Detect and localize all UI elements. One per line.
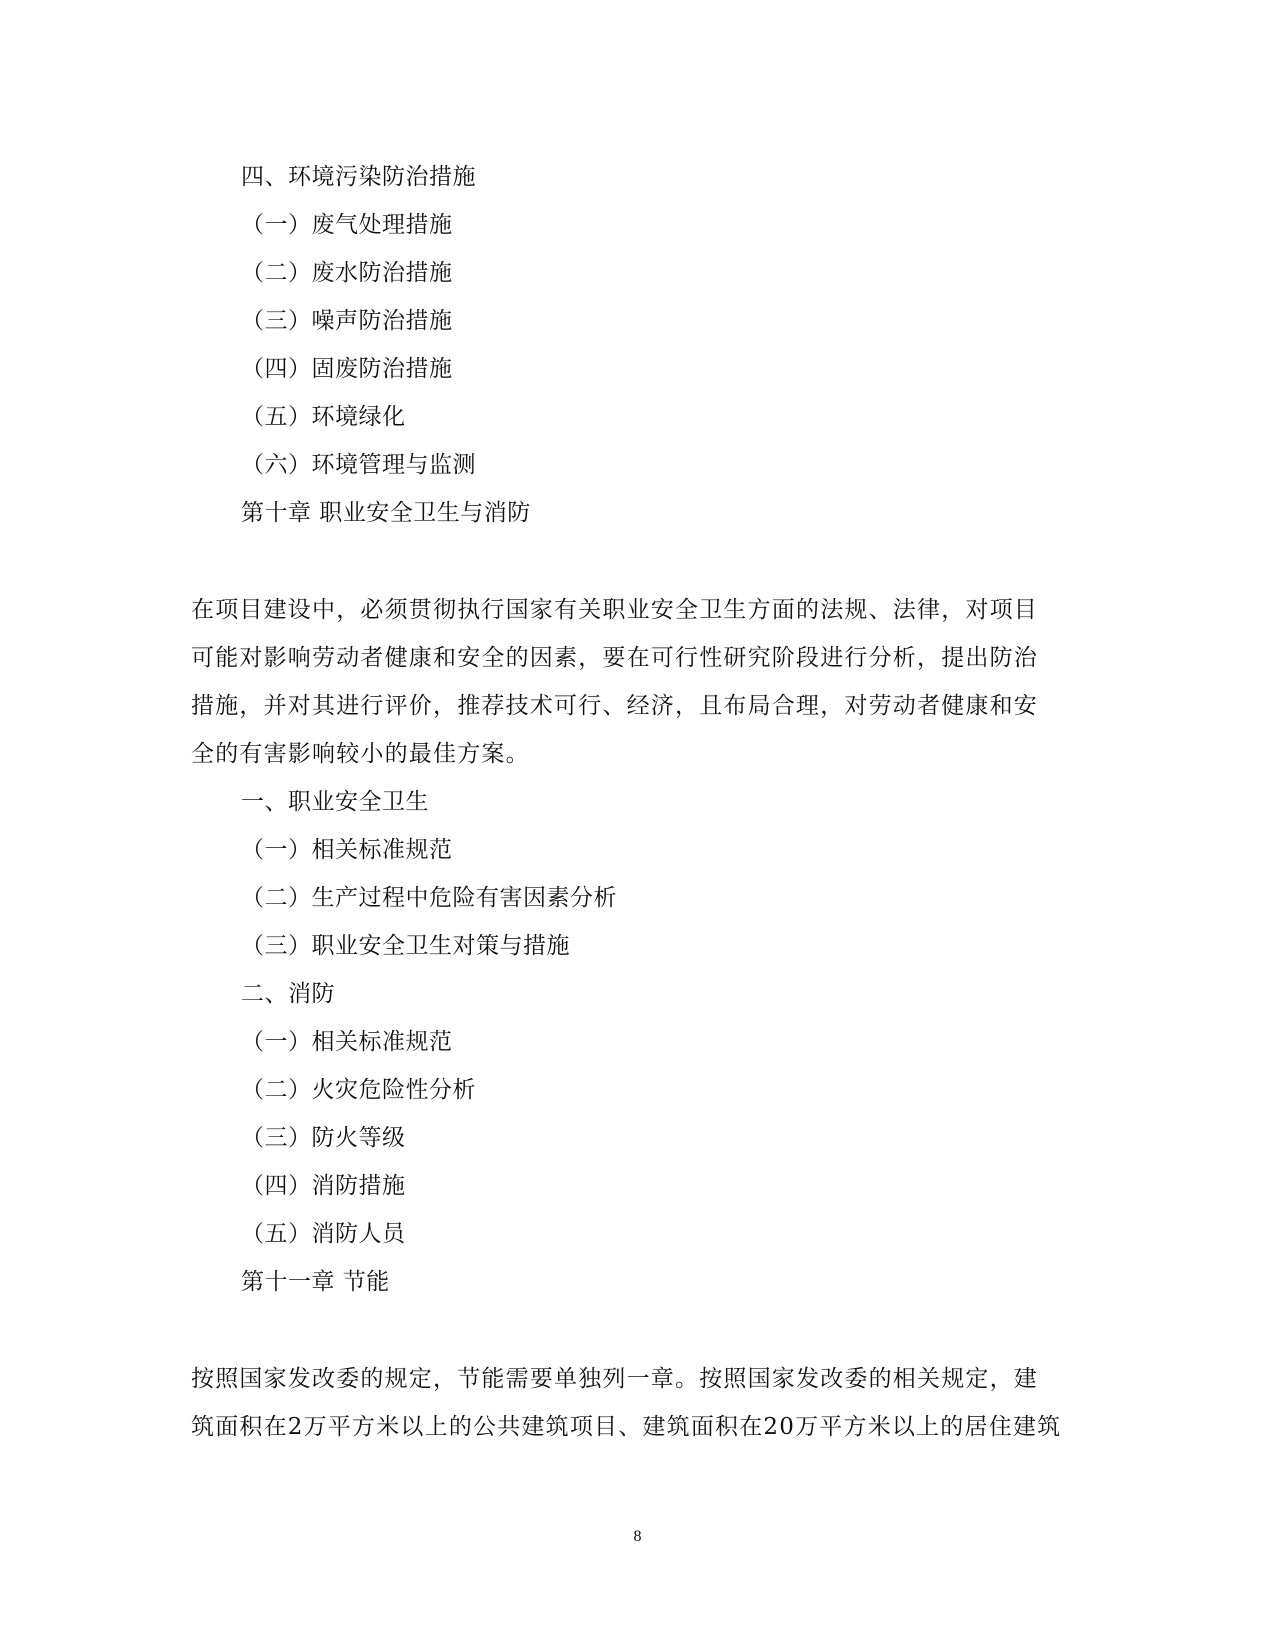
list-item: （三）职业安全卫生对策与措施 <box>241 933 570 959</box>
list-item: （一）相关标准规范 <box>241 1029 453 1055</box>
list-item: （五）环境绿化 <box>241 404 406 430</box>
section-heading: 四、环境污染防治措施 <box>241 164 476 190</box>
section-heading: 一、职业安全卫生 <box>241 789 429 815</box>
chapter-title: 第十章 职业安全卫生与消防 <box>241 500 531 526</box>
list-item: （二）生产过程中危险有害因素分析 <box>241 885 617 911</box>
paragraph-line: 筑面积在2万平方米以上的公共建筑项目、建筑面积在20万平方米以上的居住建筑 <box>191 1414 1062 1440</box>
list-item: （四）固废防治措施 <box>241 356 453 382</box>
list-item: （三）噪声防治措施 <box>241 308 453 334</box>
list-item: （二）火灾危险性分析 <box>241 1077 476 1103</box>
chapter-title: 第十一章 节能 <box>241 1269 390 1295</box>
list-item: （五）消防人员 <box>241 1221 406 1247</box>
paragraph-line: 在项目建设中，必须贯彻执行国家有关职业安全卫生方面的法规、法律，对项目 <box>191 597 1038 623</box>
list-item: （一）废气处理措施 <box>241 212 453 238</box>
list-item: （一）相关标准规范 <box>241 837 453 863</box>
page-number: 8 <box>633 1528 642 1545</box>
paragraph-line: 全的有害影响较小的最佳方案。 <box>191 741 530 767</box>
paragraph-line: 按照国家发改委的规定，节能需要单独列一章。按照国家发改委的相关规定，建 <box>191 1366 1038 1392</box>
section-heading: 二、消防 <box>241 981 335 1007</box>
list-item: （二）废水防治措施 <box>241 260 453 286</box>
paragraph-line: 可能对影响劳动者健康和安全的因素，要在可行性研究阶段进行分析，提出防治 <box>191 645 1038 671</box>
list-item: （四）消防措施 <box>241 1173 406 1199</box>
list-item: （三）防火等级 <box>241 1125 406 1151</box>
paragraph-line: 措施，并对其进行评价，推荐技术可行、经济，且布局合理，对劳动者健康和安 <box>191 693 1038 719</box>
list-item: （六）环境管理与监测 <box>241 452 476 478</box>
